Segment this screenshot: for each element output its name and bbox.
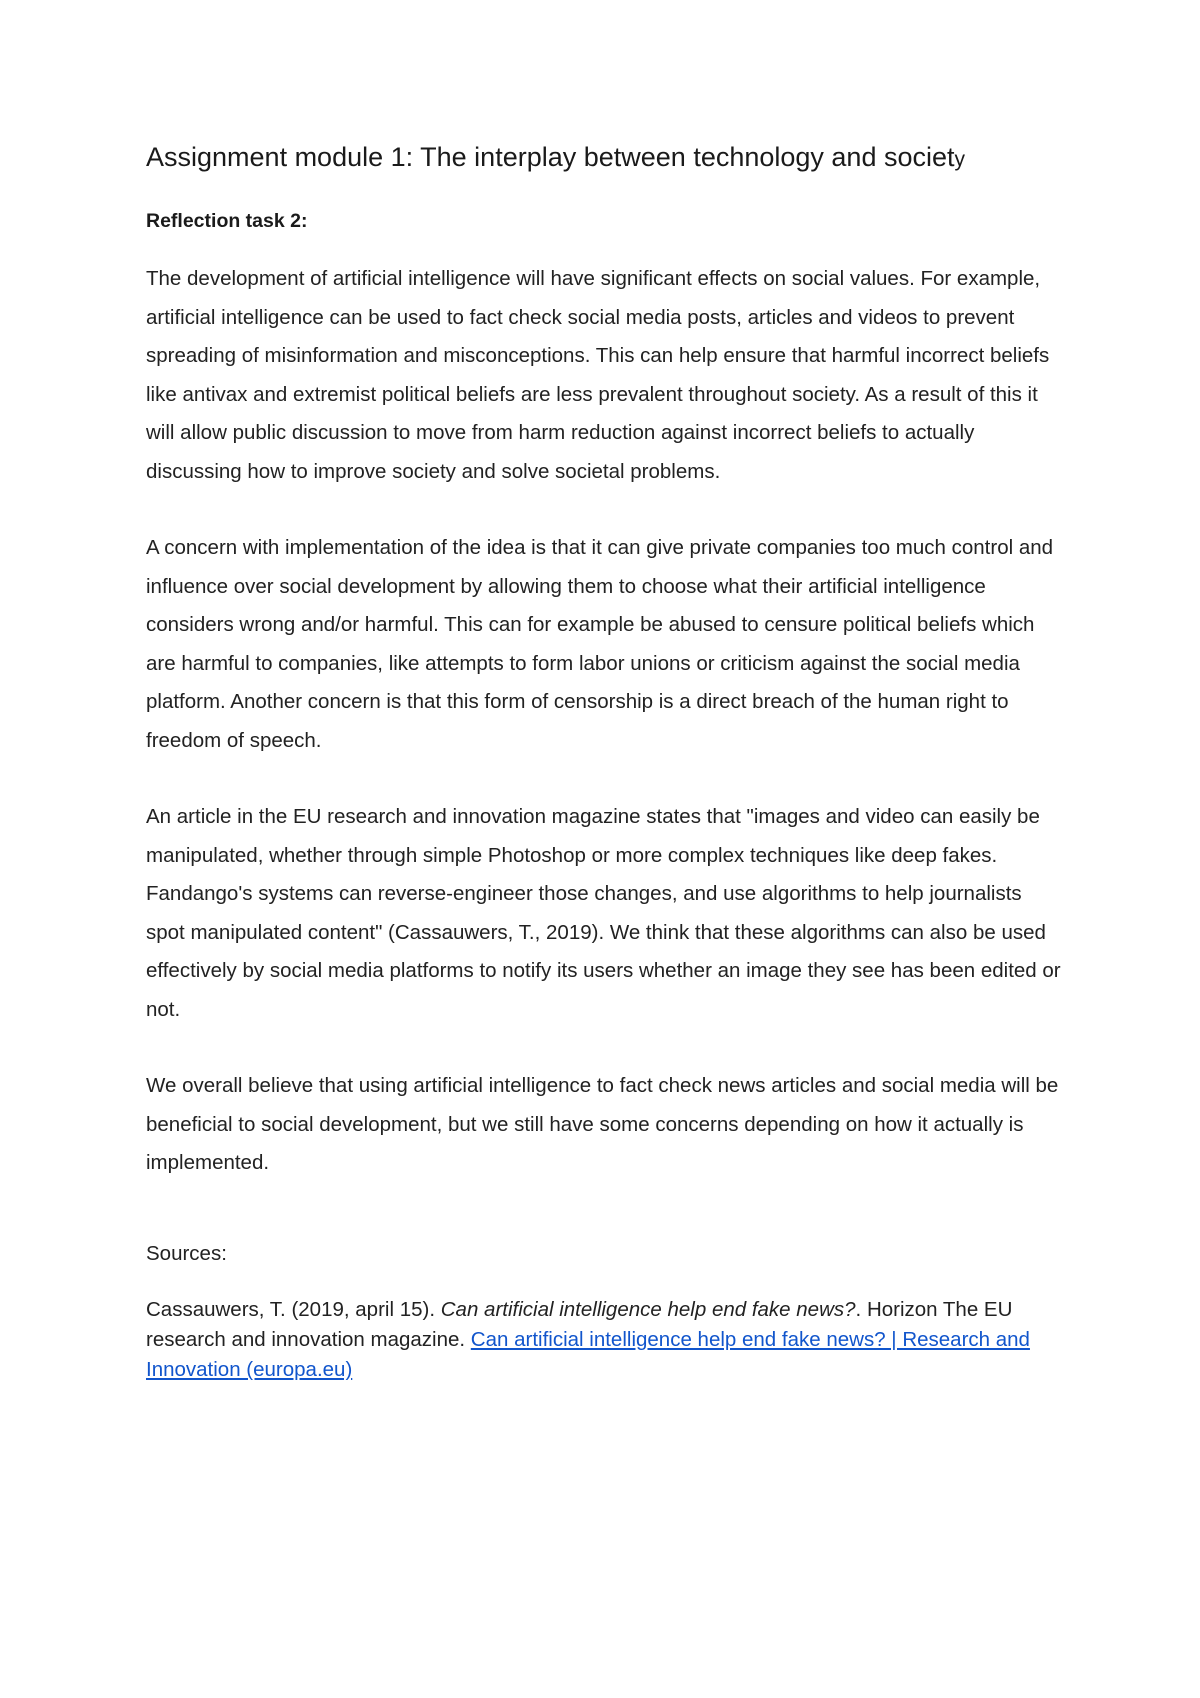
citation: [146, 1295, 1066, 1385]
paragraph-eu-article: An article in the EU research and innovation magazine states that "images and video can easily be manipulated, whether through simple Photoshop or more complex techniques like deep fakes. Fandango's systems can reverse-engineer those changes, and use algorithms to help journalists spot manipulated content" (Cassauwers, T., 2019). We think that these algorithms can also be used effectively by social media platforms to notify its users whether an image they see has been edited or not.: [146, 805, 1061, 1021]
document-title-main: Assignment module 1: The interplay between technology and societ: [146, 142, 955, 172]
citation-author-date: Cassauwers, T. (2019, april 15).: [146, 1297, 441, 1321]
paragraph-implementation-concern: A concern with implementation of the idea is that it can give private companies too much control and influence over social development by allowing them to choose what their artificial intelligence considers wrong and/or harmful. This can for example be abused to censure political beliefs which are harmful to companies, like attempts to form labor unions or criticism against the social media platform. Another concern is that this form of censorship is a direct breach of the human right to freedom of speech.: [146, 536, 1054, 752]
document-title: [146, 140, 1066, 175]
paragraph-ai-social-values: The development of artificial intelligence will have significant effects on social values. For example, artificial intelligence can be used to fact check social media posts, articles and videos to prevent spreading of misinformation and misconceptions. This can help ensure that harmful incorrect beliefs like antivax and extremist political beliefs are less prevalent throughout society. As a result of this it will allow public discussion to move from harm reduction against incorrect beliefs to actually discussing how to improve society and solve societal problems.: [146, 267, 1050, 483]
citation-publisher: . Horizon The EU research and innovation magazine.: [146, 1297, 1013, 1351]
reflection-task-heading: Reflection task 2:: [146, 210, 308, 233]
citation-link[interactable]: Can artificial intelligence help end fake news? | Research and Innovation (europa.eu): [146, 1327, 1030, 1381]
citation-title: Can artificial intelligence help end fake news?: [440, 1297, 856, 1321]
paragraph-conclusion: We overall believe that using artificial intelligence to fact check news articles and social media will be beneficial to social development, but we still have some concerns depending on how it actually is implemented.: [146, 1074, 1059, 1175]
document-page: [146, 140, 1066, 1385]
document-title-tail: y: [954, 148, 965, 171]
sources-label: Sources:: [146, 1241, 227, 1265]
